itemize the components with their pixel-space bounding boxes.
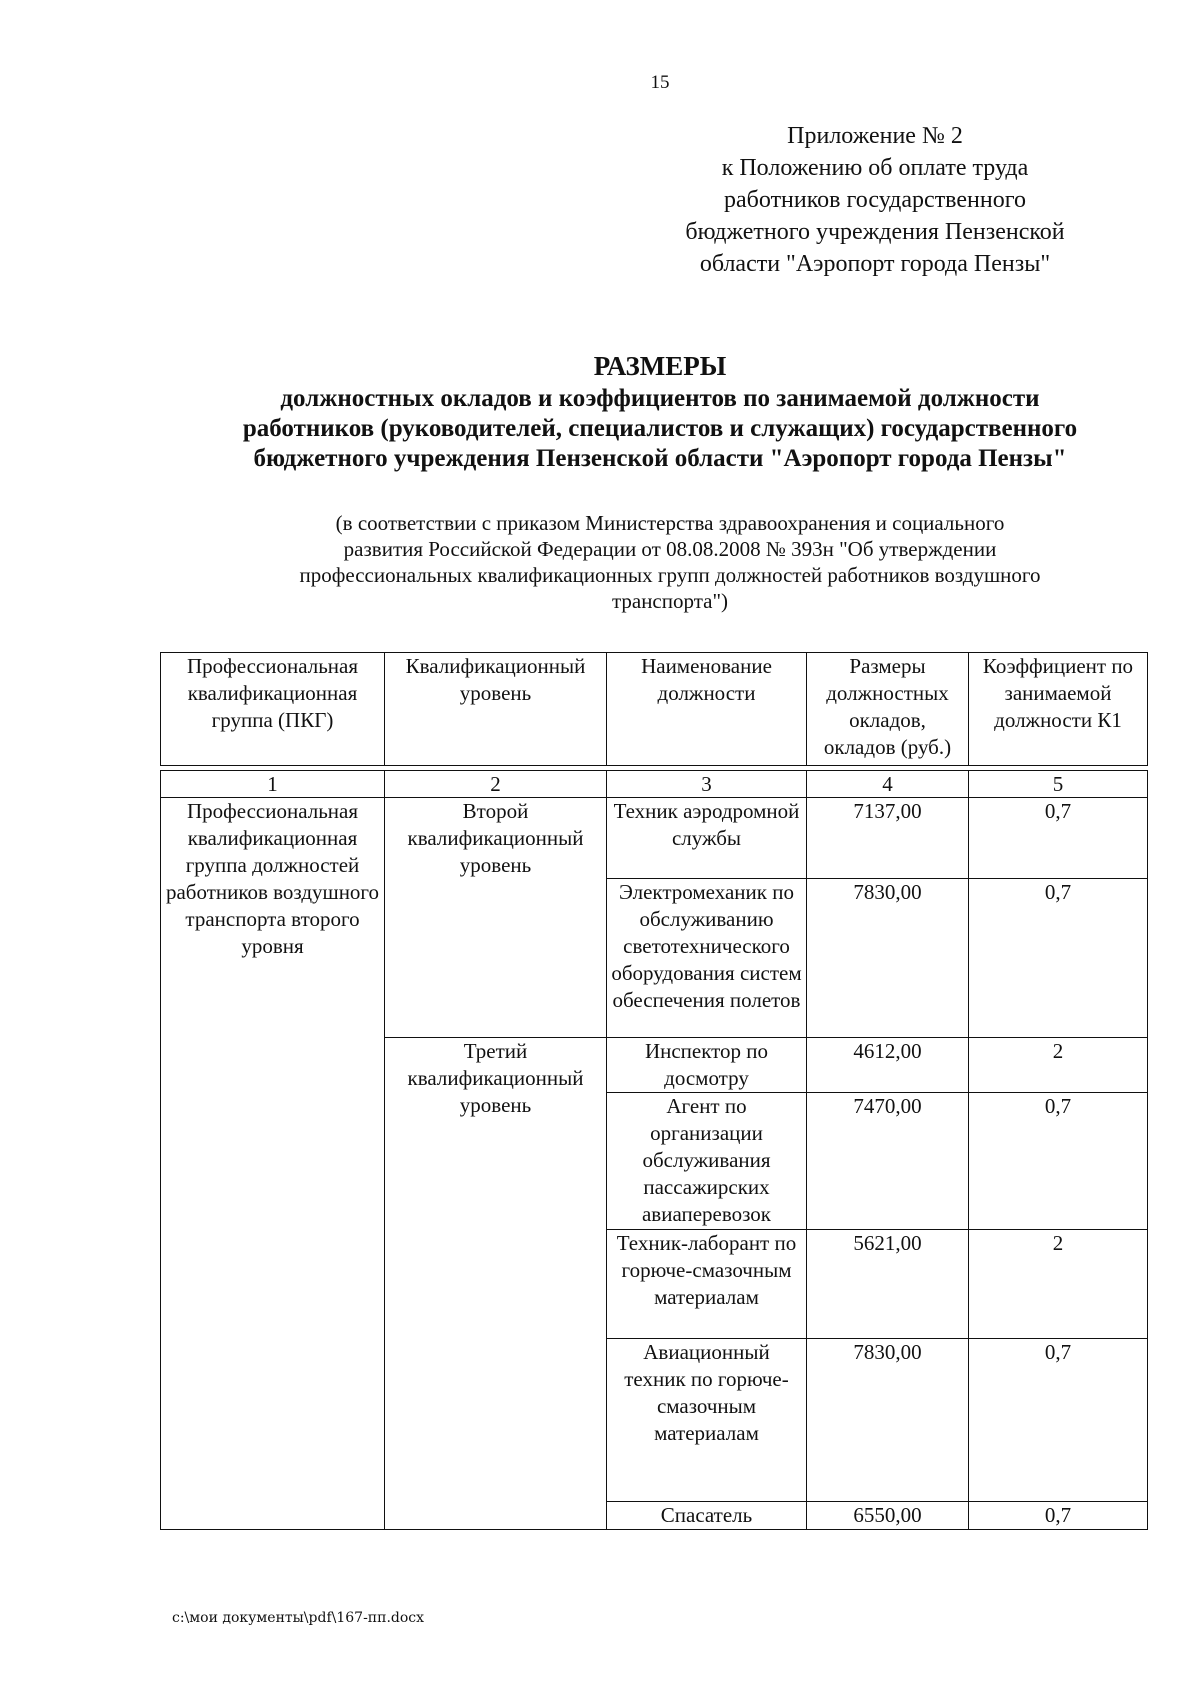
column-number-row [161, 771, 1148, 798]
salary-cell: 5621,00 [807, 1230, 969, 1339]
position-cell: Спасатель [607, 1502, 807, 1530]
position-cell: Электромеханик по обслуживанию светотехнического оборудования систем обеспечения полетов [607, 879, 807, 1038]
position-cell: Техник аэродромной службы [607, 798, 807, 879]
salary-table [160, 770, 1148, 1530]
group-cell: Профессиональная квалификационная группа должностей работников воздушного транспорта второго уровня [161, 798, 385, 1530]
appendix-line: области "Аэропорт города Пензы" [699, 251, 1051, 277]
coefficient-cell: 0,7 [969, 879, 1148, 1038]
salary-cell: 7137,00 [807, 798, 969, 879]
note-line: транспорта") [611, 589, 729, 613]
page-number: 15 [650, 72, 670, 93]
salary-cell: 6550,00 [807, 1502, 969, 1530]
appendix-line: Приложение № 2 [787, 123, 963, 149]
position-cell: Техник-лаборант по горюче-смазочным материалам [607, 1230, 807, 1339]
position-cell: Инспектор по досмотру [607, 1038, 807, 1093]
legal-basis-note [190, 510, 1150, 614]
title-main: РАЗМЕРЫ [593, 351, 727, 381]
note-line: развития Российской Федерации от 08.08.2008 № 393н "Об утверждении [343, 537, 997, 561]
appendix-line: работников государственного [724, 187, 1026, 213]
position-cell: Агент по организации обслуживания пассажирских авиаперевозок [607, 1093, 807, 1230]
column-number: 2 [385, 771, 607, 798]
note-line: (в соответствии с приказом Министерства здравоохранения и социального [335, 511, 1005, 535]
column-number: 1 [161, 771, 385, 798]
title-line: работников (руководителей, специалистов и служащих) государственного [242, 415, 1078, 442]
appendix-line: бюджетного учреждения Пензенской [685, 219, 1065, 245]
column-number: 5 [969, 771, 1148, 798]
header-pkg: Профессиональная квалификационная группа (ПКГ) [161, 653, 385, 766]
title-line: должностных окладов и коэффициентов по занимаемой должности [280, 385, 1040, 412]
position-cell: Авиационный техник по горюче-смазочным материалам [607, 1339, 807, 1502]
header-coefficient: Коэффициент по занимаемой должности К1 [969, 653, 1148, 766]
header-level: Квалификационный уровень [385, 653, 607, 766]
level-cell: Третий квалификационный уровень [385, 1038, 607, 1530]
coefficient-cell: 0,7 [969, 1093, 1148, 1230]
coefficient-cell: 0,7 [969, 1502, 1148, 1530]
file-path-footer: c:\мои документы\pdf\167-пп.docx [172, 1610, 425, 1626]
appendix-line: к Положению об оплате труда [721, 155, 1029, 181]
header-salary: Размеры должностных окладов, окладов (руб.) [807, 653, 969, 766]
salary-cell: 7830,00 [807, 879, 969, 1038]
salary-cell: 7470,00 [807, 1093, 969, 1230]
appendix-block [640, 120, 1110, 280]
title-line: бюджетного учреждения Пензенской области "Аэропорт города Пензы" [253, 445, 1067, 472]
coefficient-cell: 2 [969, 1038, 1148, 1093]
header-position: Наименование должности [607, 653, 807, 766]
table-row [161, 798, 1148, 879]
coefficient-cell: 2 [969, 1230, 1148, 1339]
document-title [120, 348, 1200, 474]
coefficient-cell: 0,7 [969, 798, 1148, 879]
coefficient-cell: 0,7 [969, 1339, 1148, 1502]
column-number: 4 [807, 771, 969, 798]
note-line: профессиональных квалификационных групп должностей работников воздушного [299, 563, 1041, 587]
table-header [160, 652, 1148, 766]
salary-cell: 4612,00 [807, 1038, 969, 1093]
salary-cell: 7830,00 [807, 1339, 969, 1502]
level-cell: Второй квалификационный уровень [385, 798, 607, 1038]
column-number: 3 [607, 771, 807, 798]
